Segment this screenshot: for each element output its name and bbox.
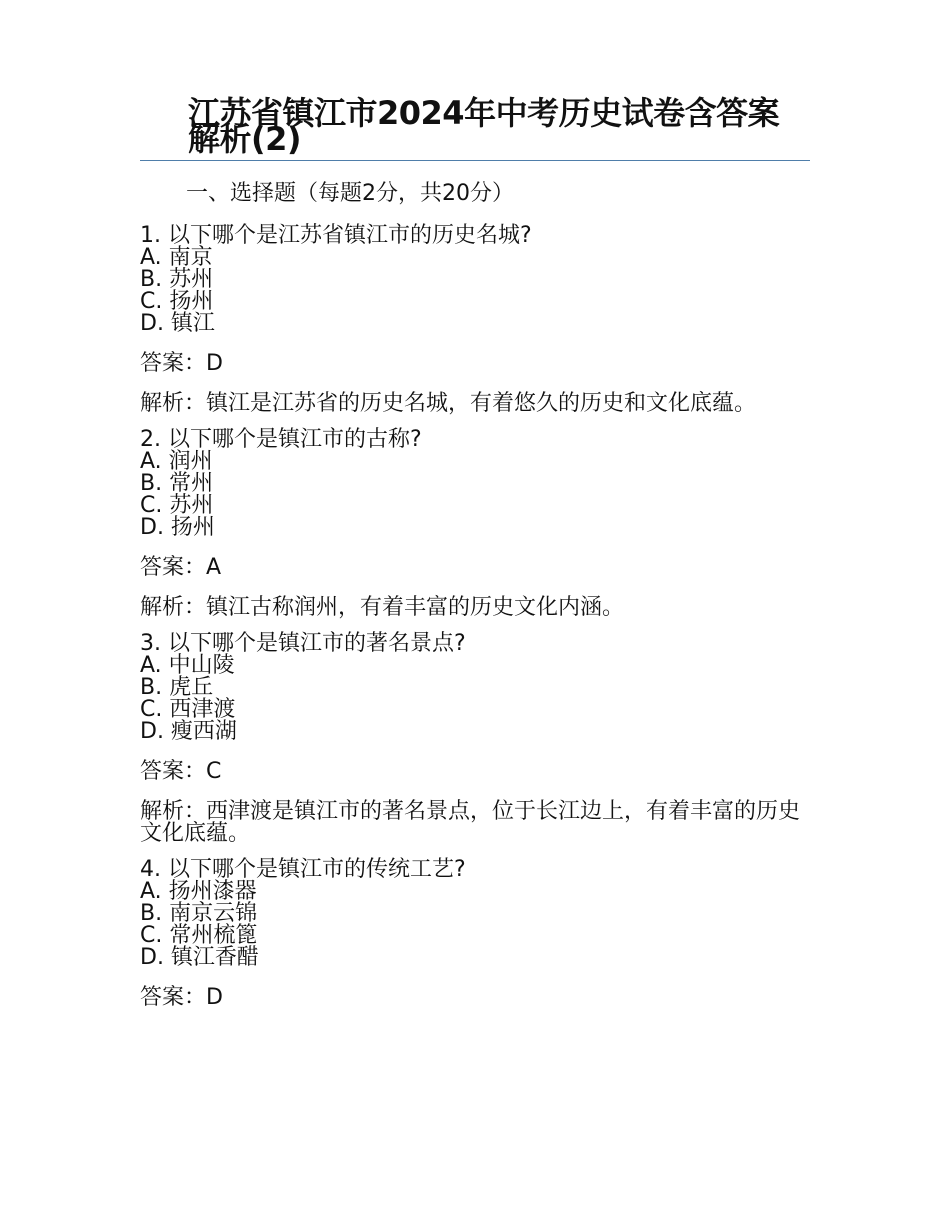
option-c: C. 西津渡	[140, 697, 236, 722]
question-4	[140, 859, 810, 1013]
option-c: C. 常州梳篦	[140, 923, 258, 948]
explanation: 解析：西津渡是镇江市的著名景点，位于长江边上，有着丰富的历史文化底蕴。	[140, 799, 801, 846]
answer: 答案：A	[140, 555, 222, 580]
option-a: A. 中山陵	[140, 653, 235, 678]
option-c: C. 苏州	[140, 493, 214, 518]
document-page	[140, 94, 810, 1013]
explanation: 解析：镇江古称润州，有着丰富的历史文化内涵。	[140, 595, 625, 620]
question-text: 2. 以下哪个是镇江市的古称?	[140, 427, 422, 452]
option-list	[140, 655, 810, 743]
question-2	[140, 429, 810, 619]
option-list	[140, 451, 810, 539]
option-a: A. 南京	[140, 245, 213, 270]
document-title: 江苏省镇江市2024年中考历史试卷含答案解析(2)	[188, 94, 780, 158]
title-underline	[140, 160, 810, 161]
option-b: B. 南京云锦	[140, 901, 258, 926]
option-a: A. 扬州漆器	[140, 879, 257, 904]
question-3	[140, 633, 810, 845]
answer: 答案：D	[140, 985, 223, 1010]
question-1	[140, 225, 810, 415]
answer: 答案：D	[140, 351, 223, 376]
option-c: C. 扬州	[140, 289, 214, 314]
option-b: B. 虎丘	[140, 675, 214, 700]
option-b: B. 常州	[140, 471, 214, 496]
option-a: A. 润州	[140, 449, 213, 474]
question-text: 1. 以下哪个是江苏省镇江市的历史名城?	[140, 223, 532, 248]
option-d: D. 瘦西湖	[140, 719, 237, 744]
option-d: D. 扬州	[140, 515, 215, 540]
option-b: B. 苏州	[140, 267, 214, 292]
option-list	[140, 247, 810, 335]
explanation: 解析：镇江是江苏省的历史名城，有着悠久的历史和文化底蕴。	[140, 391, 757, 416]
option-list	[140, 881, 810, 969]
option-d: D. 镇江香醋	[140, 945, 259, 970]
question-text: 3. 以下哪个是镇江市的著名景点?	[140, 631, 466, 656]
question-text: 4. 以下哪个是镇江市的传统工艺?	[140, 857, 466, 882]
option-d: D. 镇江	[140, 311, 215, 336]
answer: 答案：C	[140, 759, 222, 784]
section-heading: 一、选择题（每题2分，共20分）	[186, 181, 514, 206]
